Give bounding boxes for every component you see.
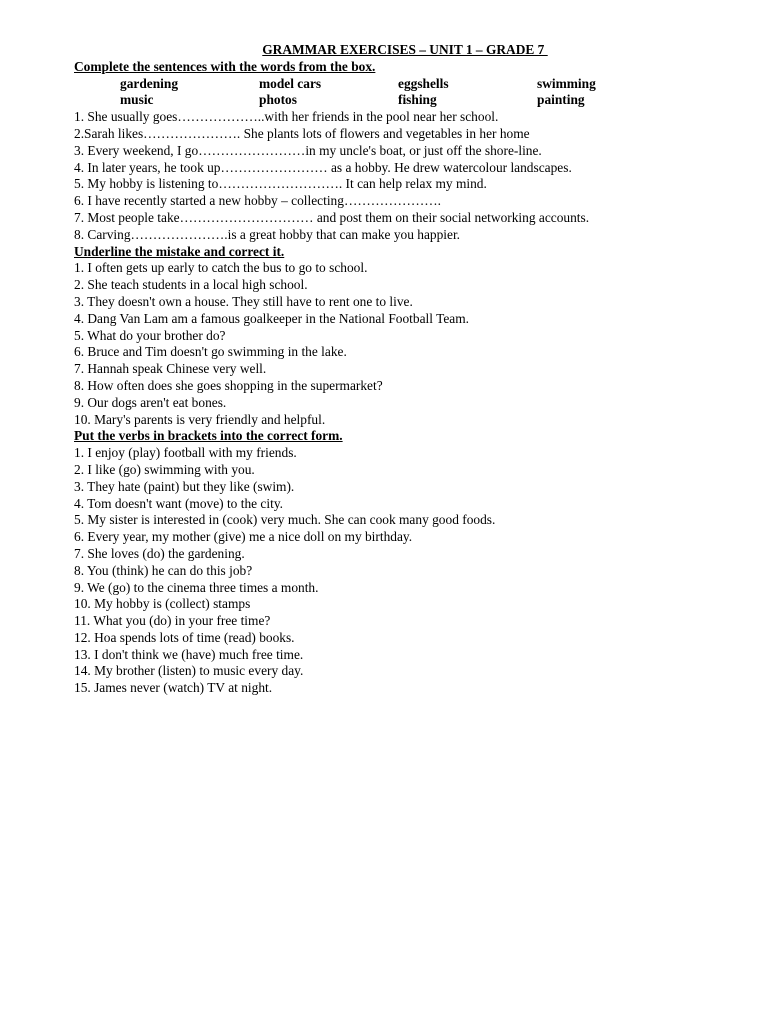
section2-heading: Underline the mistake and correct it. [74, 243, 285, 259]
exercise-item: 2.Sarah likes…………………. She plants lots of flowers and vegetables in her home [74, 125, 530, 141]
exercise-item: 7. Hannah speak Chinese very well. [74, 361, 267, 377]
exercise-item: 1. I often gets up early to catch the bus to go to school. [74, 260, 368, 276]
word-box-item: music [120, 92, 154, 108]
word-box-item: model cars [259, 75, 322, 91]
word-box-item: painting [537, 92, 585, 108]
exercise-item: 10. My hobby is (collect) stamps [74, 596, 251, 612]
word-box-item: photos [259, 92, 297, 108]
exercise-item: 3. They hate (paint) but they like (swim). [74, 478, 295, 494]
exercise-item: 9. We (go) to the cinema three times a month. [74, 579, 319, 595]
exercise-item: 6. I have recently started a new hobby – collecting…………………. [74, 193, 442, 209]
exercise-item: 12. Hoa spends lots of time (read) books. [74, 629, 295, 645]
exercise-item: 14. My brother (listen) to music every day. [74, 663, 304, 679]
exercise-item: 8. Carving………………….is a great hobby that can make you happier. [74, 226, 461, 242]
exercise-item: 4. Dang Van Lam am a famous goalkeeper in the National Football Team. [74, 310, 469, 326]
exercise-item: 15. James never (watch) TV at night. [74, 680, 273, 696]
exercise-item: 11. What you (do) in your free time? [74, 613, 271, 629]
word-box-item: swimming [537, 75, 596, 91]
exercise-item: 8. How often does she goes shopping in the supermarket? [74, 377, 383, 393]
exercise-item: 3. Every weekend, I go……………………in my uncle's boat, or just off the shore-line. [74, 142, 542, 158]
exercise-item: 1. She usually goes………………..with her friends in the pool near her school. [74, 109, 499, 125]
exercise-item: 13. I don't think we (have) much free time. [74, 646, 304, 662]
exercise-item: 5. My hobby is listening to………………………. It can help relax my mind. [74, 176, 487, 192]
word-box-item: fishing [398, 92, 437, 108]
word-box-item: eggshells [398, 75, 449, 91]
section2-list [74, 260, 714, 428]
worksheet-page [74, 42, 714, 697]
exercise-item: 7. Most people take………………………… and post them on their social networking accounts. [74, 209, 590, 225]
section3-heading: Put the verbs in brackets into the correct form. [74, 428, 343, 444]
section3-list [74, 445, 714, 697]
exercise-item: 4. Tom doesn't want (move) to the city. [74, 495, 283, 511]
exercise-item: 6. Every year, my mother (give) me a nice doll on my birthday. [74, 529, 413, 545]
exercise-item: 9. Our dogs aren't eat bones. [74, 394, 227, 410]
exercise-item: 5. My sister is interested in (cook) very much. She can cook many good foods. [74, 512, 496, 528]
word-box-item: gardening [120, 75, 179, 91]
exercise-item: 1. I enjoy (play) football with my friends. [74, 445, 297, 461]
word-box [120, 76, 714, 110]
exercise-item: 3. They doesn't own a house. They still have to rent one to live. [74, 293, 413, 309]
section1-heading: Complete the sentences with the words from the box. [74, 58, 376, 74]
exercise-item: 10. Mary's parents is very friendly and helpful. [74, 411, 326, 427]
exercise-item: 6. Bruce and Tim doesn't go swimming in the lake. [74, 344, 347, 360]
page-title: GRAMMAR EXERCISES – UNIT 1 – GRADE 7 [262, 42, 548, 57]
exercise-item: 2. I like (go) swimming with you. [74, 461, 255, 477]
exercise-item: 8. You (think) he can do this job? [74, 562, 253, 578]
exercise-item: 4. In later years, he took up…………………… as a hobby. He drew watercolour landscapes. [74, 159, 572, 175]
exercise-item: 2. She teach students in a local high school. [74, 277, 308, 293]
exercise-item: 5. What do your brother do? [74, 327, 226, 343]
exercise-item: 7. She loves (do) the gardening. [74, 545, 245, 561]
section1-list [74, 109, 714, 243]
